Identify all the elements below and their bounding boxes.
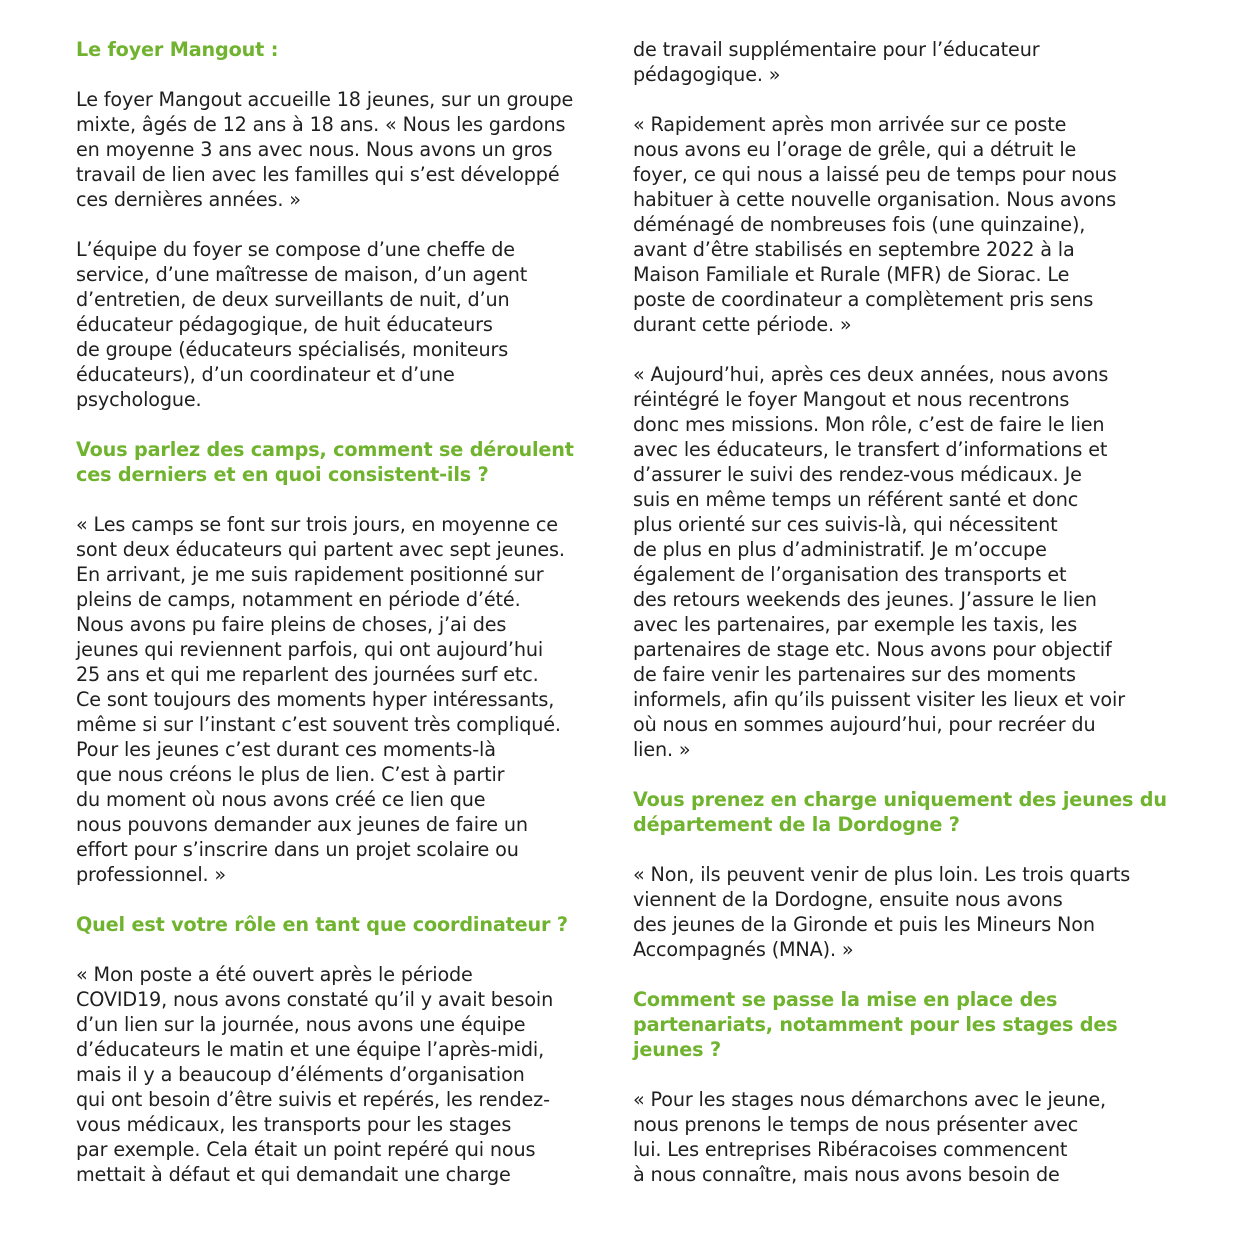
body-paragraph (76, 87, 616, 212)
text-line: d’assurer le suivi des rendez-vous médicaux. Je (633, 463, 1082, 486)
text-line: nous avons eu l’orage de grêle, qui a détruit le (633, 138, 1077, 161)
right-column (633, 37, 1178, 1212)
text-line: « Aujourd’hui, après ces deux années, nous avons (633, 363, 1109, 386)
section-heading (633, 987, 1178, 1062)
text-line: d’entretien, de deux surveillants de nuit, d’un (76, 288, 510, 311)
text-line: « Les camps se font sur trois jours, en moyenne ce (76, 513, 558, 536)
body-paragraph (76, 512, 616, 887)
text-line: vous médicaux, les transports pour les stages (76, 1113, 512, 1136)
text-line: Comment se passe la mise en place des (633, 988, 1058, 1011)
text-line: nous pouvons demander aux jeunes de faire un (76, 813, 528, 836)
text-line: lui. Les entreprises Ribéracoises commencent (633, 1138, 1068, 1161)
text-line: ces dernières années. » (76, 188, 301, 211)
text-line: professionnel. » (76, 863, 227, 886)
text-line: « Rapidement après mon arrivée sur ce poste (633, 113, 1067, 136)
text-line: « Non, ils peuvent venir de plus loin. Les trois quarts (633, 863, 1131, 886)
body-paragraph (633, 1087, 1178, 1187)
text-line: où nous en sommes aujourd’hui, pour recréer du (633, 713, 1096, 736)
text-line: lien. » (633, 738, 691, 761)
section-heading (76, 437, 616, 487)
text-line: Maison Familiale et Rurale (MFR) de Siorac. Le (633, 263, 1070, 286)
text-line: L’équipe du foyer se compose d’une cheffe de (76, 238, 515, 261)
text-line: mettait à défaut et qui demandait une charge (76, 1163, 511, 1186)
text-line: suis en même temps un référent santé et donc (633, 488, 1079, 511)
text-line: poste de coordinateur a complètement pris sens (633, 288, 1094, 311)
text-line: travail de lien avec les familles qui s’est développé (76, 163, 560, 186)
text-line: jeunes ? (633, 1038, 721, 1061)
text-line: En arrivant, je me suis rapidement positionné sur (76, 563, 544, 586)
text-line: psychologue. (76, 388, 202, 411)
text-line: partenariats, notamment pour les stages des (633, 1013, 1118, 1036)
body-paragraph (633, 862, 1178, 962)
section-heading (633, 787, 1178, 837)
text-line: COVID19, nous avons constaté qu’il y avait besoin (76, 988, 554, 1011)
text-line: en moyenne 3 ans avec nous. Nous avons un gros (76, 138, 553, 161)
text-line: d’éducateurs le matin et une équipe l’après-midi, (76, 1038, 545, 1061)
text-line: habituer à cette nouvelle organisation. Nous avons (633, 188, 1117, 211)
text-line: viennent de la Dordogne, ensuite nous avons (633, 888, 1063, 911)
text-line: qui ont besoin d’être suivis et repérés, les rendez- (76, 1088, 550, 1111)
text-line: des jeunes de la Gironde et puis les Mineurs Non (633, 913, 1095, 936)
text-line: des retours weekends des jeunes. J’assure le lien (633, 588, 1097, 611)
text-line: Nous avons pu faire pleins de choses, j’ai des (76, 613, 507, 636)
text-line: de travail supplémentaire pour l’éducateur (633, 38, 1040, 61)
text-line: « Pour les stages nous démarchons avec le jeune, (633, 1088, 1106, 1111)
section-heading (76, 912, 616, 937)
text-line: du moment où nous avons créé ce lien que (76, 788, 486, 811)
body-paragraph (76, 237, 616, 412)
text-line: Accompagnés (MNA). » (633, 938, 854, 961)
text-line: nous prenons le temps de nous présenter avec (633, 1113, 1079, 1136)
text-line: Vous prenez en charge uniquement des jeunes du (633, 788, 1167, 811)
text-line: d’un lien sur la journée, nous avons une équipe (76, 1013, 526, 1036)
text-line: partenaires de stage etc. Nous avons pour objectif (633, 638, 1112, 661)
text-line: de groupe (éducateurs spécialisés, moniteurs (76, 338, 509, 361)
text-line: ces derniers et en quoi consistent-ils ? (76, 463, 489, 486)
text-line: Le foyer Mangout : (76, 38, 279, 61)
text-line: informels, afin qu’ils puissent visiter les lieux et voir (633, 688, 1125, 711)
text-line: également de l’organisation des transports et (633, 563, 1067, 586)
text-line: Quel est votre rôle en tant que coordinateur ? (76, 913, 568, 936)
text-line: éducateur pédagogique, de huit éducateurs (76, 313, 493, 336)
body-paragraph (633, 362, 1178, 762)
text-line: avec les partenaires, par exemple les taxis, les (633, 613, 1078, 636)
text-line: par exemple. Cela était un point repéré qui nous (76, 1138, 536, 1161)
text-line: département de la Dordogne ? (633, 813, 960, 836)
body-paragraph (633, 37, 1178, 87)
text-line: foyer, ce qui nous a laissé peu de temps pour nous (633, 163, 1117, 186)
text-line: de faire venir les partenaires sur des moments (633, 663, 1076, 686)
text-line: plus orienté sur ces suivis-là, qui nécessitent (633, 513, 1058, 536)
text-line: Pour les jeunes c’est durant ces moments-là (76, 738, 496, 761)
text-line: sont deux éducateurs qui partent avec sept jeunes. (76, 538, 565, 561)
text-line: jeunes qui reviennent parfois, qui ont aujourd’hui (76, 638, 544, 661)
section-heading (76, 37, 616, 62)
text-line: avec les éducateurs, le transfert d’informations et (633, 438, 1108, 461)
body-paragraph (633, 112, 1178, 337)
text-line: pleins de camps, notamment en période d’été. (76, 588, 521, 611)
text-line: donc mes missions. Mon rôle, c’est de faire le lien (633, 413, 1105, 436)
body-paragraph (76, 962, 616, 1187)
text-line: effort pour s’inscrire dans un projet scolaire ou (76, 838, 519, 861)
text-line: avant d’être stabilisés en septembre 2022 à la (633, 238, 1075, 261)
text-line: « Mon poste a été ouvert après le période (76, 963, 473, 986)
text-line: que nous créons le plus de lien. C’est à partir (76, 763, 505, 786)
text-line: Vous parlez des camps, comment se déroulent (76, 438, 574, 461)
text-line: Ce sont toujours des moments hyper intéressants, (76, 688, 555, 711)
left-column (76, 37, 616, 1212)
text-line: durant cette période. » (633, 313, 852, 336)
text-line: service, d’une maîtresse de maison, d’un agent (76, 263, 528, 286)
text-line: pédagogique. » (633, 63, 781, 86)
text-line: à nous connaître, mais nous avons besoin de (633, 1163, 1060, 1186)
text-line: mixte, âgés de 12 ans à 18 ans. « Nous les gardons (76, 113, 566, 136)
text-line: Le foyer Mangout accueille 18 jeunes, sur un groupe (76, 88, 574, 111)
text-line: de plus en plus d’administratif. Je m’occupe (633, 538, 1047, 561)
text-line: mais il y a beaucoup d’éléments d’organisation (76, 1063, 525, 1086)
text-line: réintégré le foyer Mangout et nous recentrons (633, 388, 1070, 411)
text-line: 25 ans et qui me reparlent des journées surf etc. (76, 663, 539, 686)
text-line: déménagé de nombreuses fois (une quinzaine), (633, 213, 1086, 236)
text-line: même si sur l’instant c’est souvent très compliqué. (76, 713, 561, 736)
text-line: éducateurs), d’un coordinateur et d’une (76, 363, 455, 386)
